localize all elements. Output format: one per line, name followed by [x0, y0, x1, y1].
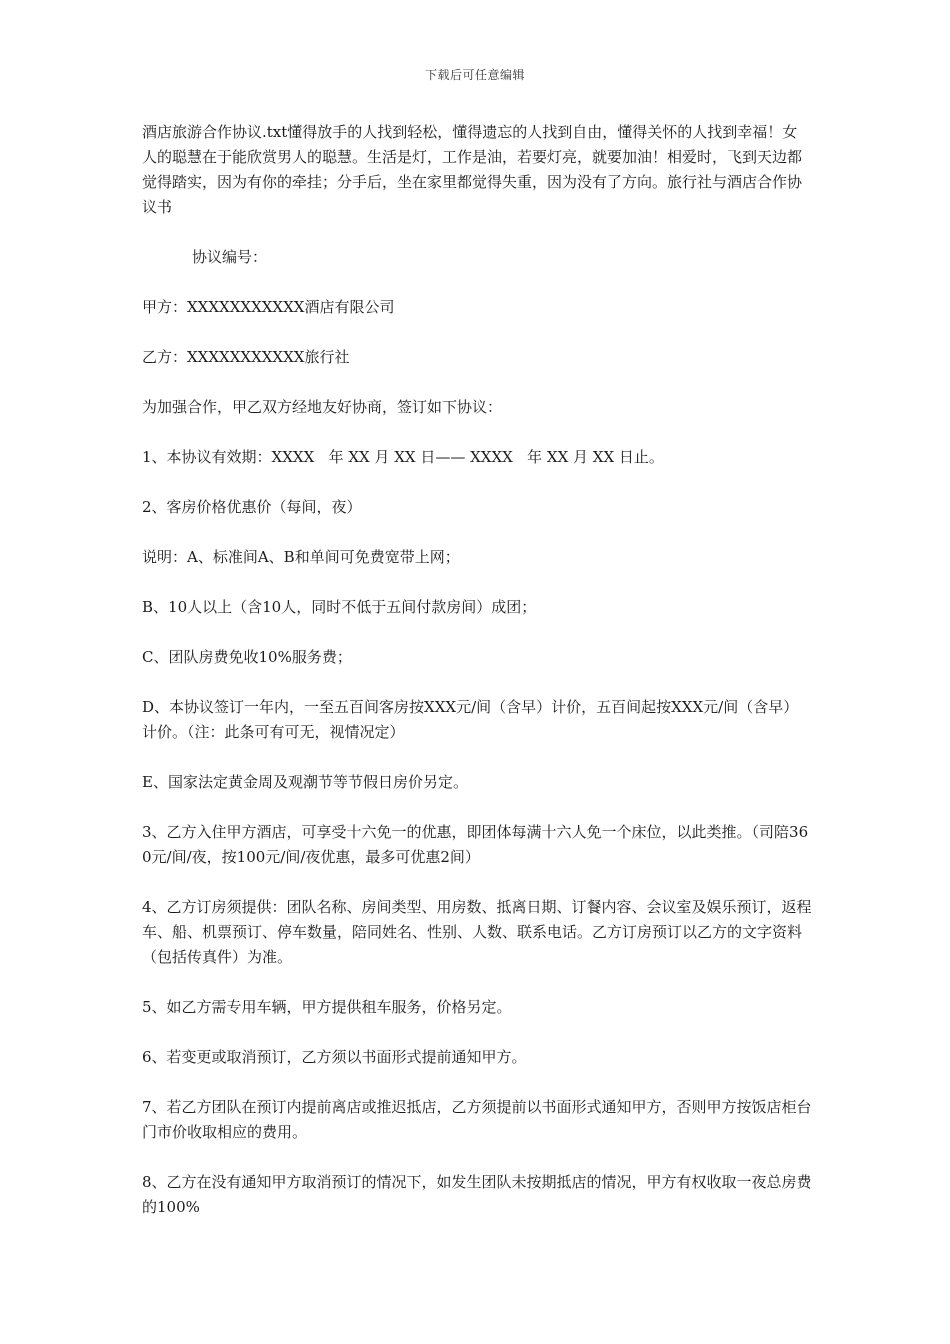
clause-3: 3、乙方入住甲方酒店，可享受十六免一的优惠，即团体每满十六人免一个床位，以此类推。（司陪360元/间/夜，按100元/间/夜优惠，最多可优惠2间） [142, 823, 809, 866]
clause-1: 1、本协议有效期：XXXX 年 XX 月 XX 日—— XXXX 年 XX 月 XX 日止。 [142, 448, 664, 466]
clause-6: 6、若变更或取消预订，乙方须以书面形式提前通知甲方。 [142, 1048, 527, 1066]
note-c: C、团队房费免收10%服务费； [142, 648, 352, 666]
clause-5: 5、如乙方需专用车辆，甲方提供租车服务，价格另定。 [142, 998, 512, 1016]
clause-2: 2、客房价格优惠价（每间，夜） [142, 498, 362, 516]
clause-8: 8、乙方在没有通知甲方取消预订的情况下，如发生团队未按期抵店的情况，甲方有权收取一夜总房费的100% [142, 1173, 812, 1216]
party-b: 乙方：XXXXXXXXXXX旅行社 [142, 348, 350, 366]
party-a: 甲方：XXXXXXXXXXX酒店有限公司 [142, 298, 395, 316]
page-header: 下载后可任意编辑 [424, 68, 525, 82]
note-b: B、10人以上（含10人，同时不低于五间付款房间）成团； [142, 598, 537, 616]
preamble: 为加强合作，甲乙双方经地友好协商，签订如下协议： [142, 398, 503, 416]
clause-7: 7、若乙方团队在预订内提前离店或推迟抵店，乙方须提前以书面形式通知甲方，否则甲方按饭店柜台门市价收取相应的费用。 [142, 1098, 812, 1141]
note-e: E、国家法定黄金周及观潮节等节假日房价另定。 [142, 773, 468, 791]
intro-paragraph: 酒店旅游合作协议.txt懂得放手的人找到轻松，懂得遗忘的人找到自由，懂得关怀的人找到幸福！女人的聪慧在于能欣赏男人的聪慧。生活是灯，工作是油，若要灯亮，就要加油！相爱时，飞到天边都觉得踏实，因为有你的牵挂；分手后，坐在家里都觉得失重，因为没有了方向。旅行社与酒店合作协议书 [142, 123, 803, 216]
agreement-number: 协议编号： [192, 248, 268, 266]
document-body [142, 120, 812, 1245]
note-d: D、本协议签订一年内，一至五百间客房按XXX元/间（含早）计价，五百间起按XXX元/间（含早）计价。（注：此条可有可无，视情况定） [142, 698, 799, 741]
note-a: 说明：A、标准间A、B和单间可免费宽带上网； [142, 548, 460, 566]
clause-4: 4、乙方订房须提供：团队名称、房间类型、用房数、抵离日期、订餐内容、会议室及娱乐预订，返程车、船、机票预订、停车数量，陪同姓名、性别、人数、联系电话。乙方订房预订以乙方的文字资料（包括传真件）为准。 [142, 898, 812, 966]
